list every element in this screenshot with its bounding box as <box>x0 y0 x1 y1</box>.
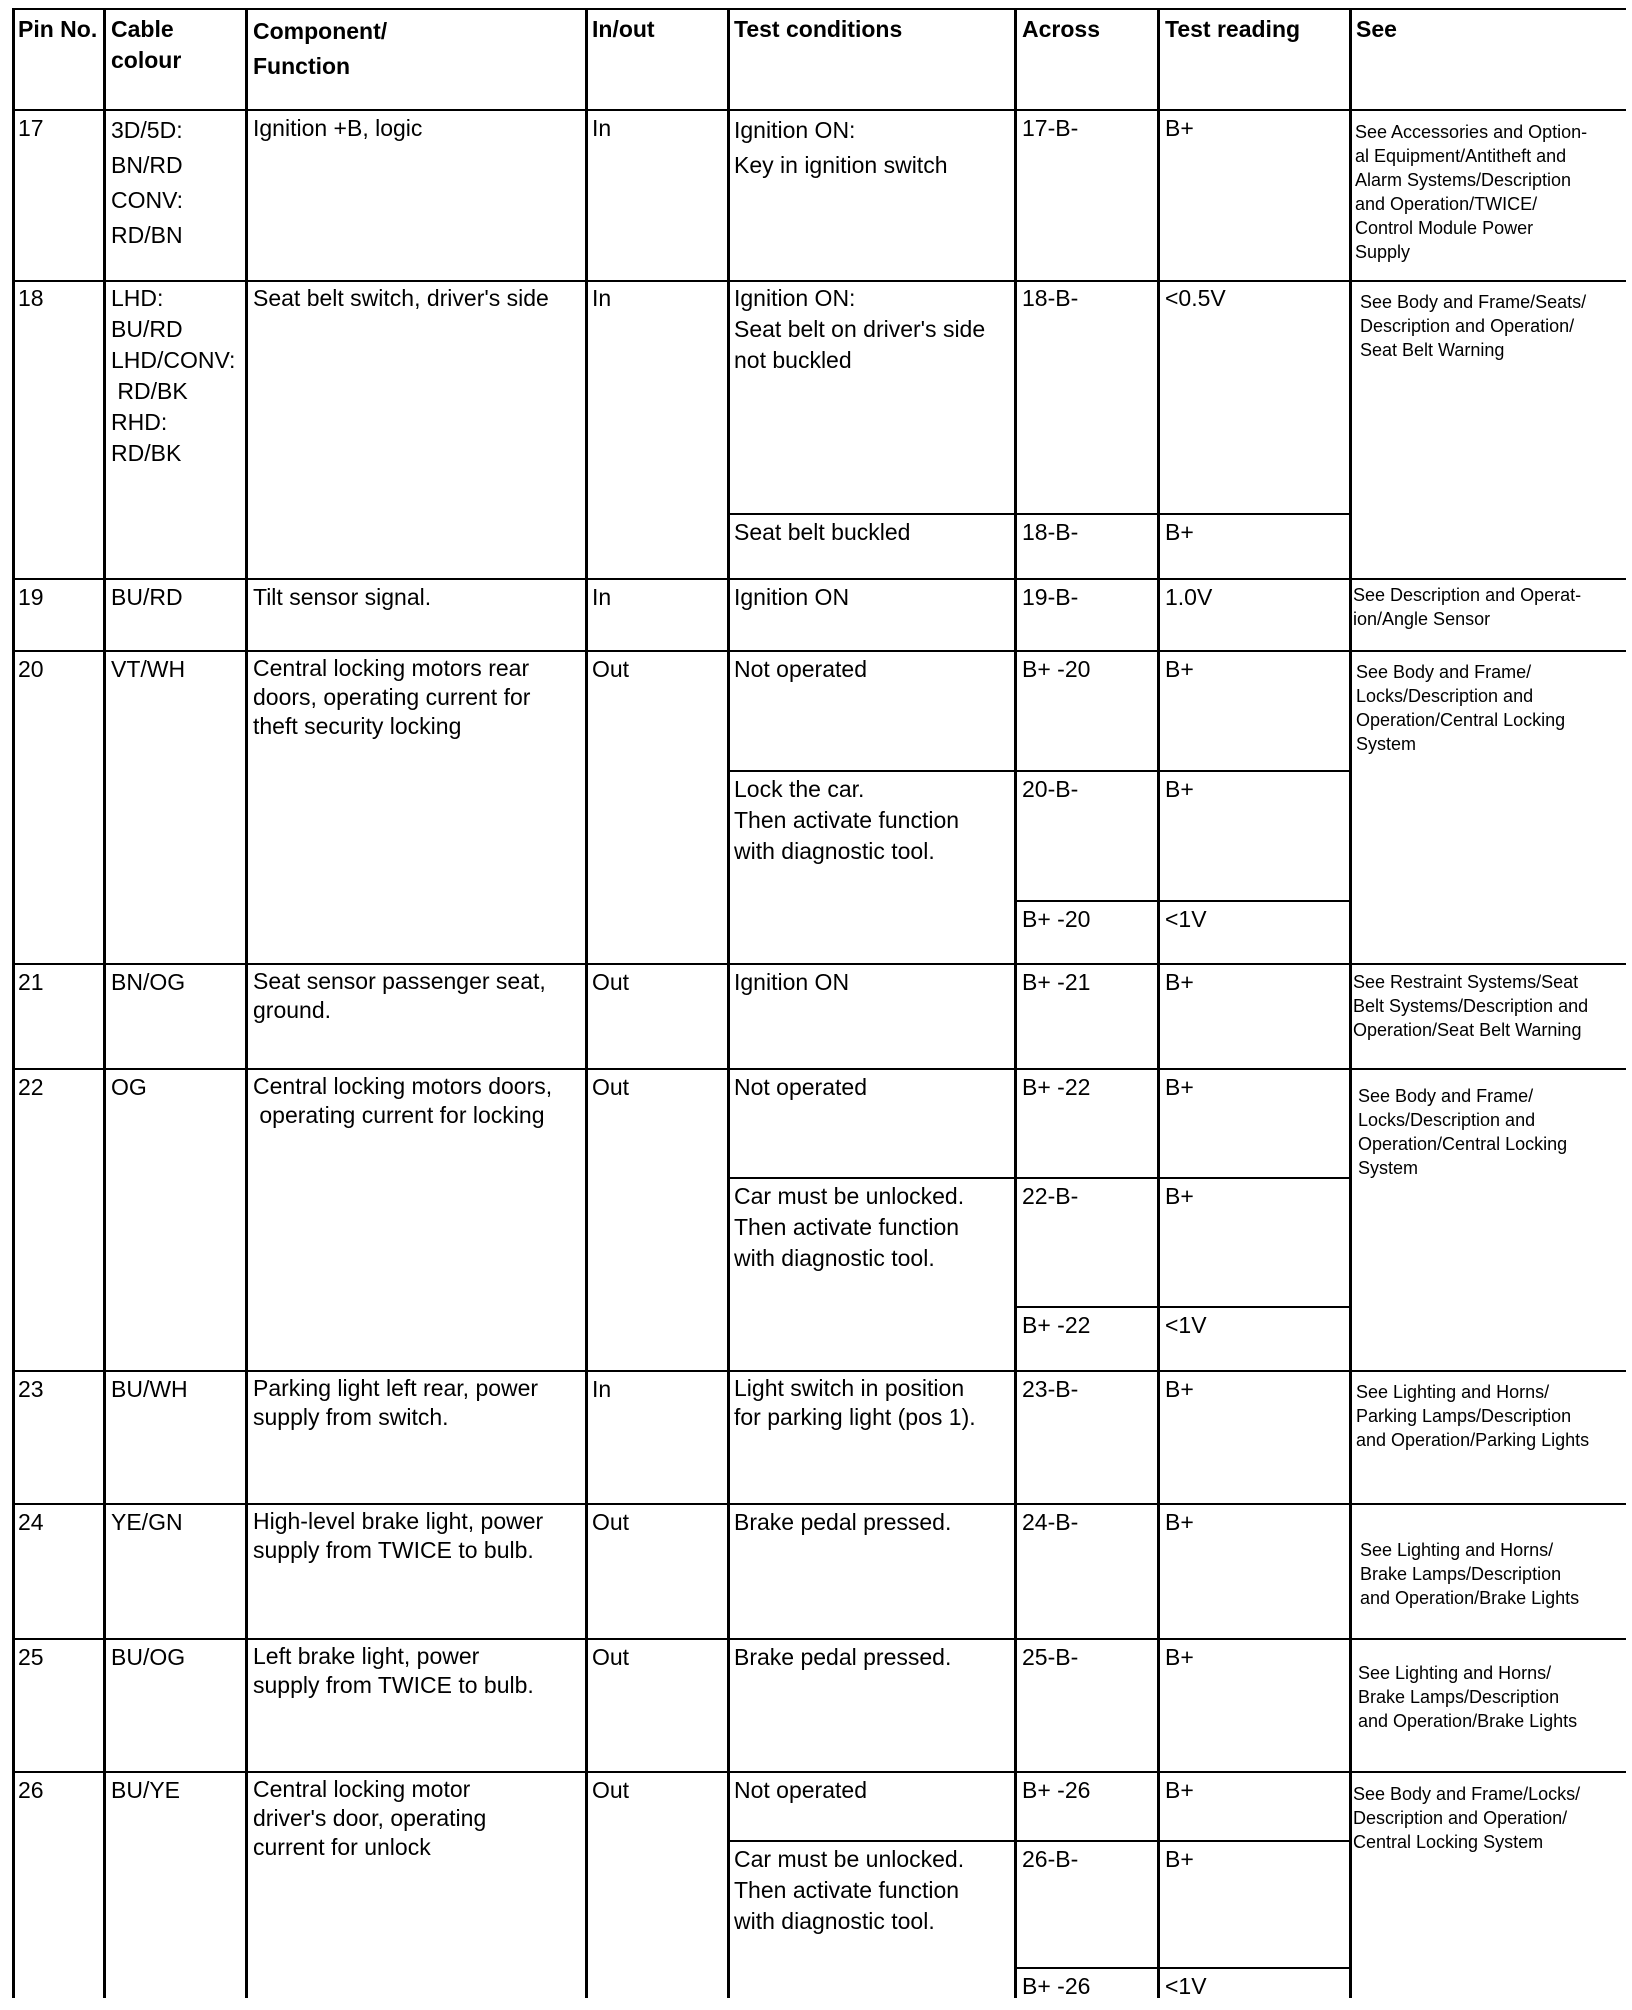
table-rule <box>12 8 15 1998</box>
across-value: 23-B- <box>1022 1376 1079 1402</box>
in-out: Out <box>592 1074 630 1100</box>
in-out: Out <box>592 1509 630 1535</box>
header-component: Component/ Function <box>253 18 388 79</box>
across-value: B+ -26 <box>1022 1777 1091 1803</box>
component-function: Ignition +B, logic <box>253 115 423 141</box>
test-condition: Brake pedal pressed. <box>734 1644 952 1670</box>
see-reference: See Body and Frame/Locks/ Description and Operation/ Central Locking System <box>1353 1784 1581 1852</box>
table-rule <box>1157 8 1160 1998</box>
cable-colour: BN/OG <box>111 969 186 995</box>
in-out: In <box>592 1376 612 1402</box>
table-rule <box>14 8 1626 10</box>
pin-number: 25 <box>18 1644 44 1670</box>
table-rule <box>14 1068 1626 1070</box>
table-rule <box>585 8 588 1998</box>
table-rule <box>727 770 1349 772</box>
component-function: High-level brake light, power supply from TWICE to bulb. <box>253 1508 544 1563</box>
test-condition: Ignition ON <box>734 969 850 995</box>
table-rule <box>14 578 1626 580</box>
see-reference: See Body and Frame/ Locks/Description and Operation/Central Locking System <box>1356 662 1566 754</box>
see-reference: See Body and Frame/ Locks/Description and Operation/Central Locking System <box>1358 1086 1568 1178</box>
across-value: B+ -20 <box>1022 656 1091 682</box>
table-rule <box>1014 900 1349 902</box>
test-reading: <1V <box>1165 906 1207 932</box>
test-condition: Car must be unlocked. Then activate function with diagnostic tool. <box>734 1846 965 1934</box>
pin-number: 18 <box>18 285 44 311</box>
test-reading: B+ <box>1165 969 1194 995</box>
cable-colour: BU/YE <box>111 1777 181 1803</box>
header-across: Across <box>1022 16 1100 42</box>
header-cable: Cable colour <box>111 16 182 73</box>
test-reading: <1V <box>1165 1973 1207 1999</box>
across-value: 25-B- <box>1022 1644 1079 1670</box>
cable-colour: LHD: BU/RD LHD/CONV: RD/BK RHD: RD/BK <box>111 285 236 466</box>
component-function: Parking light left rear, power supply from switch. <box>253 1375 539 1430</box>
see-reference: See Accessories and Option- al Equipment/Antitheft and Alarm Systems/Description and Operation/TWICE/ Control Module Power Supply <box>1355 122 1588 262</box>
across-value: 20-B- <box>1022 776 1079 802</box>
in-out: Out <box>592 656 630 682</box>
in-out: In <box>592 115 612 141</box>
cable-colour: 3D/5D: BN/RD CONV: RD/BN <box>111 117 183 248</box>
component-function: Central locking motors doors, operating current for locking <box>253 1073 553 1128</box>
component-function: Seat belt switch, driver's side <box>253 285 549 311</box>
component-function: Seat sensor passenger seat, ground. <box>253 968 546 1023</box>
in-out: In <box>592 285 612 311</box>
component-function: Tilt sensor signal. <box>253 584 432 610</box>
cable-colour: BU/RD <box>111 584 183 610</box>
test-reading: B+ <box>1165 1509 1194 1535</box>
across-value: B+ -22 <box>1022 1074 1091 1100</box>
in-out: Out <box>592 1777 630 1803</box>
test-reading: B+ <box>1165 1376 1194 1402</box>
test-reading: B+ <box>1165 115 1194 141</box>
see-reference: See Description and Operat- ion/Angle Sensor <box>1353 585 1582 629</box>
header-reading: Test reading <box>1165 16 1301 42</box>
across-value: 17-B- <box>1022 115 1079 141</box>
across-value: B+ -22 <box>1022 1312 1091 1338</box>
test-reading: B+ <box>1165 1183 1194 1209</box>
across-value: B+ -26 <box>1022 1973 1091 1999</box>
test-reading: B+ <box>1165 1846 1194 1872</box>
cable-colour: YE/GN <box>111 1509 183 1535</box>
component-function: Left brake light, power supply from TWICE to bulb. <box>253 1643 534 1698</box>
table-rule <box>14 280 1626 282</box>
table-rule <box>727 1177 1349 1179</box>
in-out: In <box>592 584 612 610</box>
table-rule <box>727 1840 1349 1842</box>
test-condition: Not operated <box>734 1777 867 1803</box>
across-value: 18-B- <box>1022 285 1079 311</box>
cable-colour: BU/OG <box>111 1644 186 1670</box>
table-rule <box>245 8 248 1998</box>
component-function: Central locking motors rear doors, operating current for theft security locking <box>253 655 531 739</box>
test-reading: B+ <box>1165 519 1194 545</box>
in-out: Out <box>592 1644 630 1670</box>
test-condition: Lock the car. Then activate function with diagnostic tool. <box>734 776 960 864</box>
table-rule <box>727 513 1349 515</box>
test-reading: B+ <box>1165 776 1194 802</box>
test-condition: Seat belt buckled <box>734 519 911 545</box>
see-reference: See Body and Frame/Seats/ Description and Operation/ Seat Belt Warning <box>1360 292 1587 360</box>
pin-number: 23 <box>18 1376 44 1402</box>
see-reference: See Lighting and Horns/ Brake Lamps/Description and Operation/Brake Lights <box>1360 1540 1580 1608</box>
cable-colour: VT/WH <box>111 656 186 682</box>
across-value: 19-B- <box>1022 584 1079 610</box>
pin-number: 24 <box>18 1509 44 1535</box>
across-value: 18-B- <box>1022 519 1079 545</box>
test-condition: Ignition ON: Key in ignition switch <box>734 117 948 178</box>
table-rule <box>14 1771 1626 1773</box>
cable-colour: BU/WH <box>111 1376 188 1402</box>
header-pin: Pin No. <box>18 16 98 42</box>
in-out: Out <box>592 969 630 995</box>
table-rule <box>727 8 730 1998</box>
test-reading: 1.0V <box>1165 584 1213 610</box>
test-condition: Not operated <box>734 656 867 682</box>
test-reading: B+ <box>1165 1074 1194 1100</box>
test-condition: Not operated <box>734 1074 867 1100</box>
across-value: 22-B- <box>1022 1183 1079 1209</box>
test-condition: Light switch in position for parking light (pos 1). <box>734 1375 976 1430</box>
table-rule <box>14 650 1626 652</box>
test-reading: B+ <box>1165 1644 1194 1670</box>
cable-colour: OG <box>111 1074 147 1100</box>
pin-number: 22 <box>18 1074 44 1100</box>
across-value: 26-B- <box>1022 1846 1079 1872</box>
header-inout: In/out <box>592 16 655 42</box>
see-reference: See Lighting and Horns/ Brake Lamps/Description and Operation/Brake Lights <box>1358 1663 1578 1731</box>
table-rule <box>14 963 1626 965</box>
across-value: 24-B- <box>1022 1509 1079 1535</box>
across-value: B+ -20 <box>1022 906 1091 932</box>
test-condition: Ignition ON: Seat belt on driver's side not buckled <box>734 285 986 373</box>
table-rule <box>1014 1967 1349 1969</box>
pin-number: 20 <box>18 656 44 682</box>
table-rule <box>103 8 106 1998</box>
table-rule <box>14 109 1626 111</box>
table-rule <box>14 1503 1626 1505</box>
component-function: Central locking motor driver's door, operating current for unlock <box>253 1776 487 1860</box>
pin-number: 21 <box>18 969 44 995</box>
test-condition: Brake pedal pressed. <box>734 1509 952 1535</box>
header-see: See <box>1356 16 1397 42</box>
test-condition: Ignition ON <box>734 584 850 610</box>
test-reading: <0.5V <box>1165 285 1226 311</box>
pin-number: 19 <box>18 584 44 610</box>
test-reading: B+ <box>1165 1777 1194 1803</box>
table-rule <box>1014 8 1017 1998</box>
pin-number: 17 <box>18 115 44 141</box>
table-rule <box>1014 1306 1349 1308</box>
header-conditions: Test conditions <box>734 16 903 42</box>
see-reference: See Lighting and Horns/ Parking Lamps/Description and Operation/Parking Lights <box>1356 1382 1590 1450</box>
test-condition: Car must be unlocked. Then activate function with diagnostic tool. <box>734 1183 965 1271</box>
table-rule <box>14 1638 1626 1640</box>
test-reading: B+ <box>1165 656 1194 682</box>
table-rule <box>14 1370 1626 1372</box>
table-rule <box>1349 8 1352 1998</box>
see-reference: See Restraint Systems/Seat Belt Systems/Description and Operation/Seat Belt Warning <box>1353 972 1589 1040</box>
across-value: B+ -21 <box>1022 969 1091 995</box>
pin-number: 26 <box>18 1777 44 1803</box>
test-reading: <1V <box>1165 1312 1207 1338</box>
